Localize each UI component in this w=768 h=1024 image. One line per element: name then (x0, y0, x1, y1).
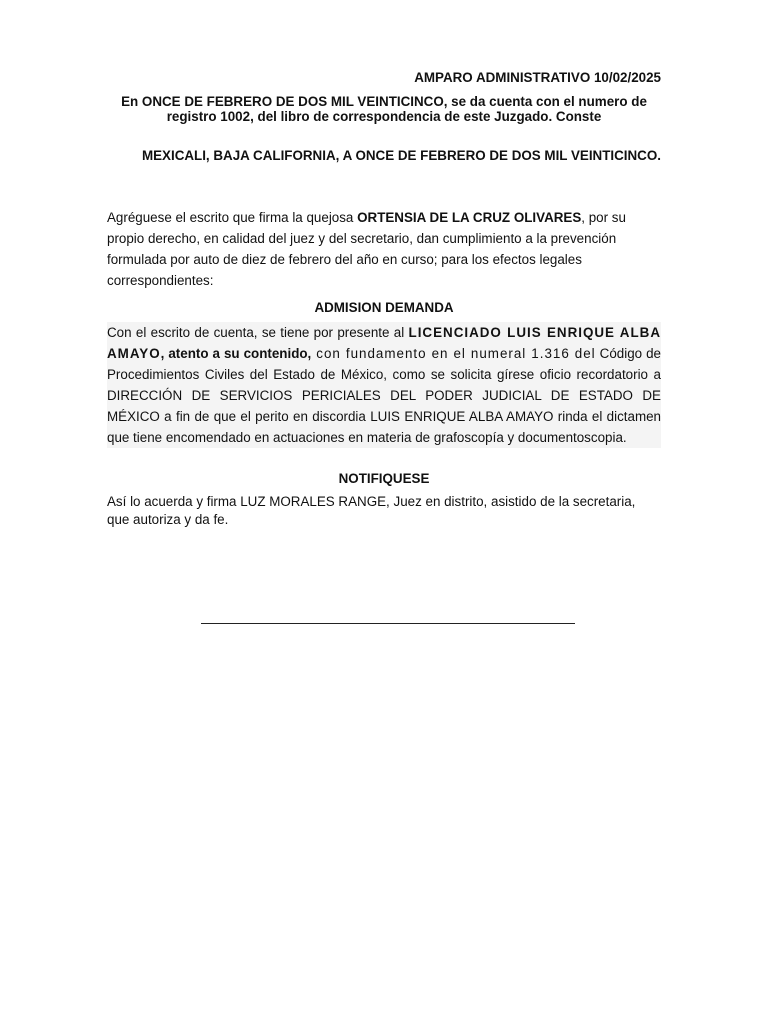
dateline: MEXICALI, BAJA CALIFORNIA, A ONCE DE FEBRERO DE DOS MIL VEINTICINCO. (141, 148, 661, 163)
notify-title: NOTIFIQUESE (338, 471, 430, 486)
complainant-name: ORTENSIA DE LA CRUZ OLIVARES (357, 210, 582, 225)
admission-lead: Con el escrito de cuenta, se tiene por presente al (107, 325, 409, 340)
account-note: En ONCE DE FEBRERO DE DOS MIL VEINTICINCO, se da cuenta con el numero de registro 1002, del libro de correspondencia de este Juzgado. Conste (121, 94, 647, 124)
admission-attentive: , atento a su contenido, (160, 346, 312, 361)
intro-lead: Agréguese el escrito que firma la quejosa (107, 210, 358, 225)
admission-title: ADMISION DEMANDA (314, 300, 454, 315)
closing-paragraph: Así lo acuerda y firma LUZ MORALES RANGE, Juez en distrito, asistido de la secretaria, que autoriza y da fe. (107, 494, 636, 527)
intro-paragraph (107, 207, 661, 291)
expert-name: LICENCIADO LUIS ENRIQUE ALBA AMAYO (107, 325, 661, 361)
intro-rest: , por su propio derecho, en calidad del juez y del secretario, dan cumplimiento a la prevención formulada por auto de diez de febrero del año en curso; para los efectos legales correspondientes: (107, 210, 626, 288)
signature-line (201, 623, 575, 624)
admission-rest: Código de Procedimientos Civiles del Estado de México, como se solicita gírese oficio recordatorio a DIRECCIÓN DE SERVICIOS PERICIALES DEL PODER JUDICIAL DE ESTADO DE MÉXICO a fin de que el perito en discordia LUIS ENRIQUE ALBA AMAYO rinda el dictamen que tiene encomendado en actuaciones en materia de grafoscopía y documentoscopia. (107, 346, 661, 445)
admission-paragraph (107, 322, 661, 448)
admission-legal-basis: con fundamento en el numeral 1.316 del (311, 346, 596, 361)
case-title: AMPARO ADMINISTRATIVO 10/02/2025 (414, 70, 661, 85)
